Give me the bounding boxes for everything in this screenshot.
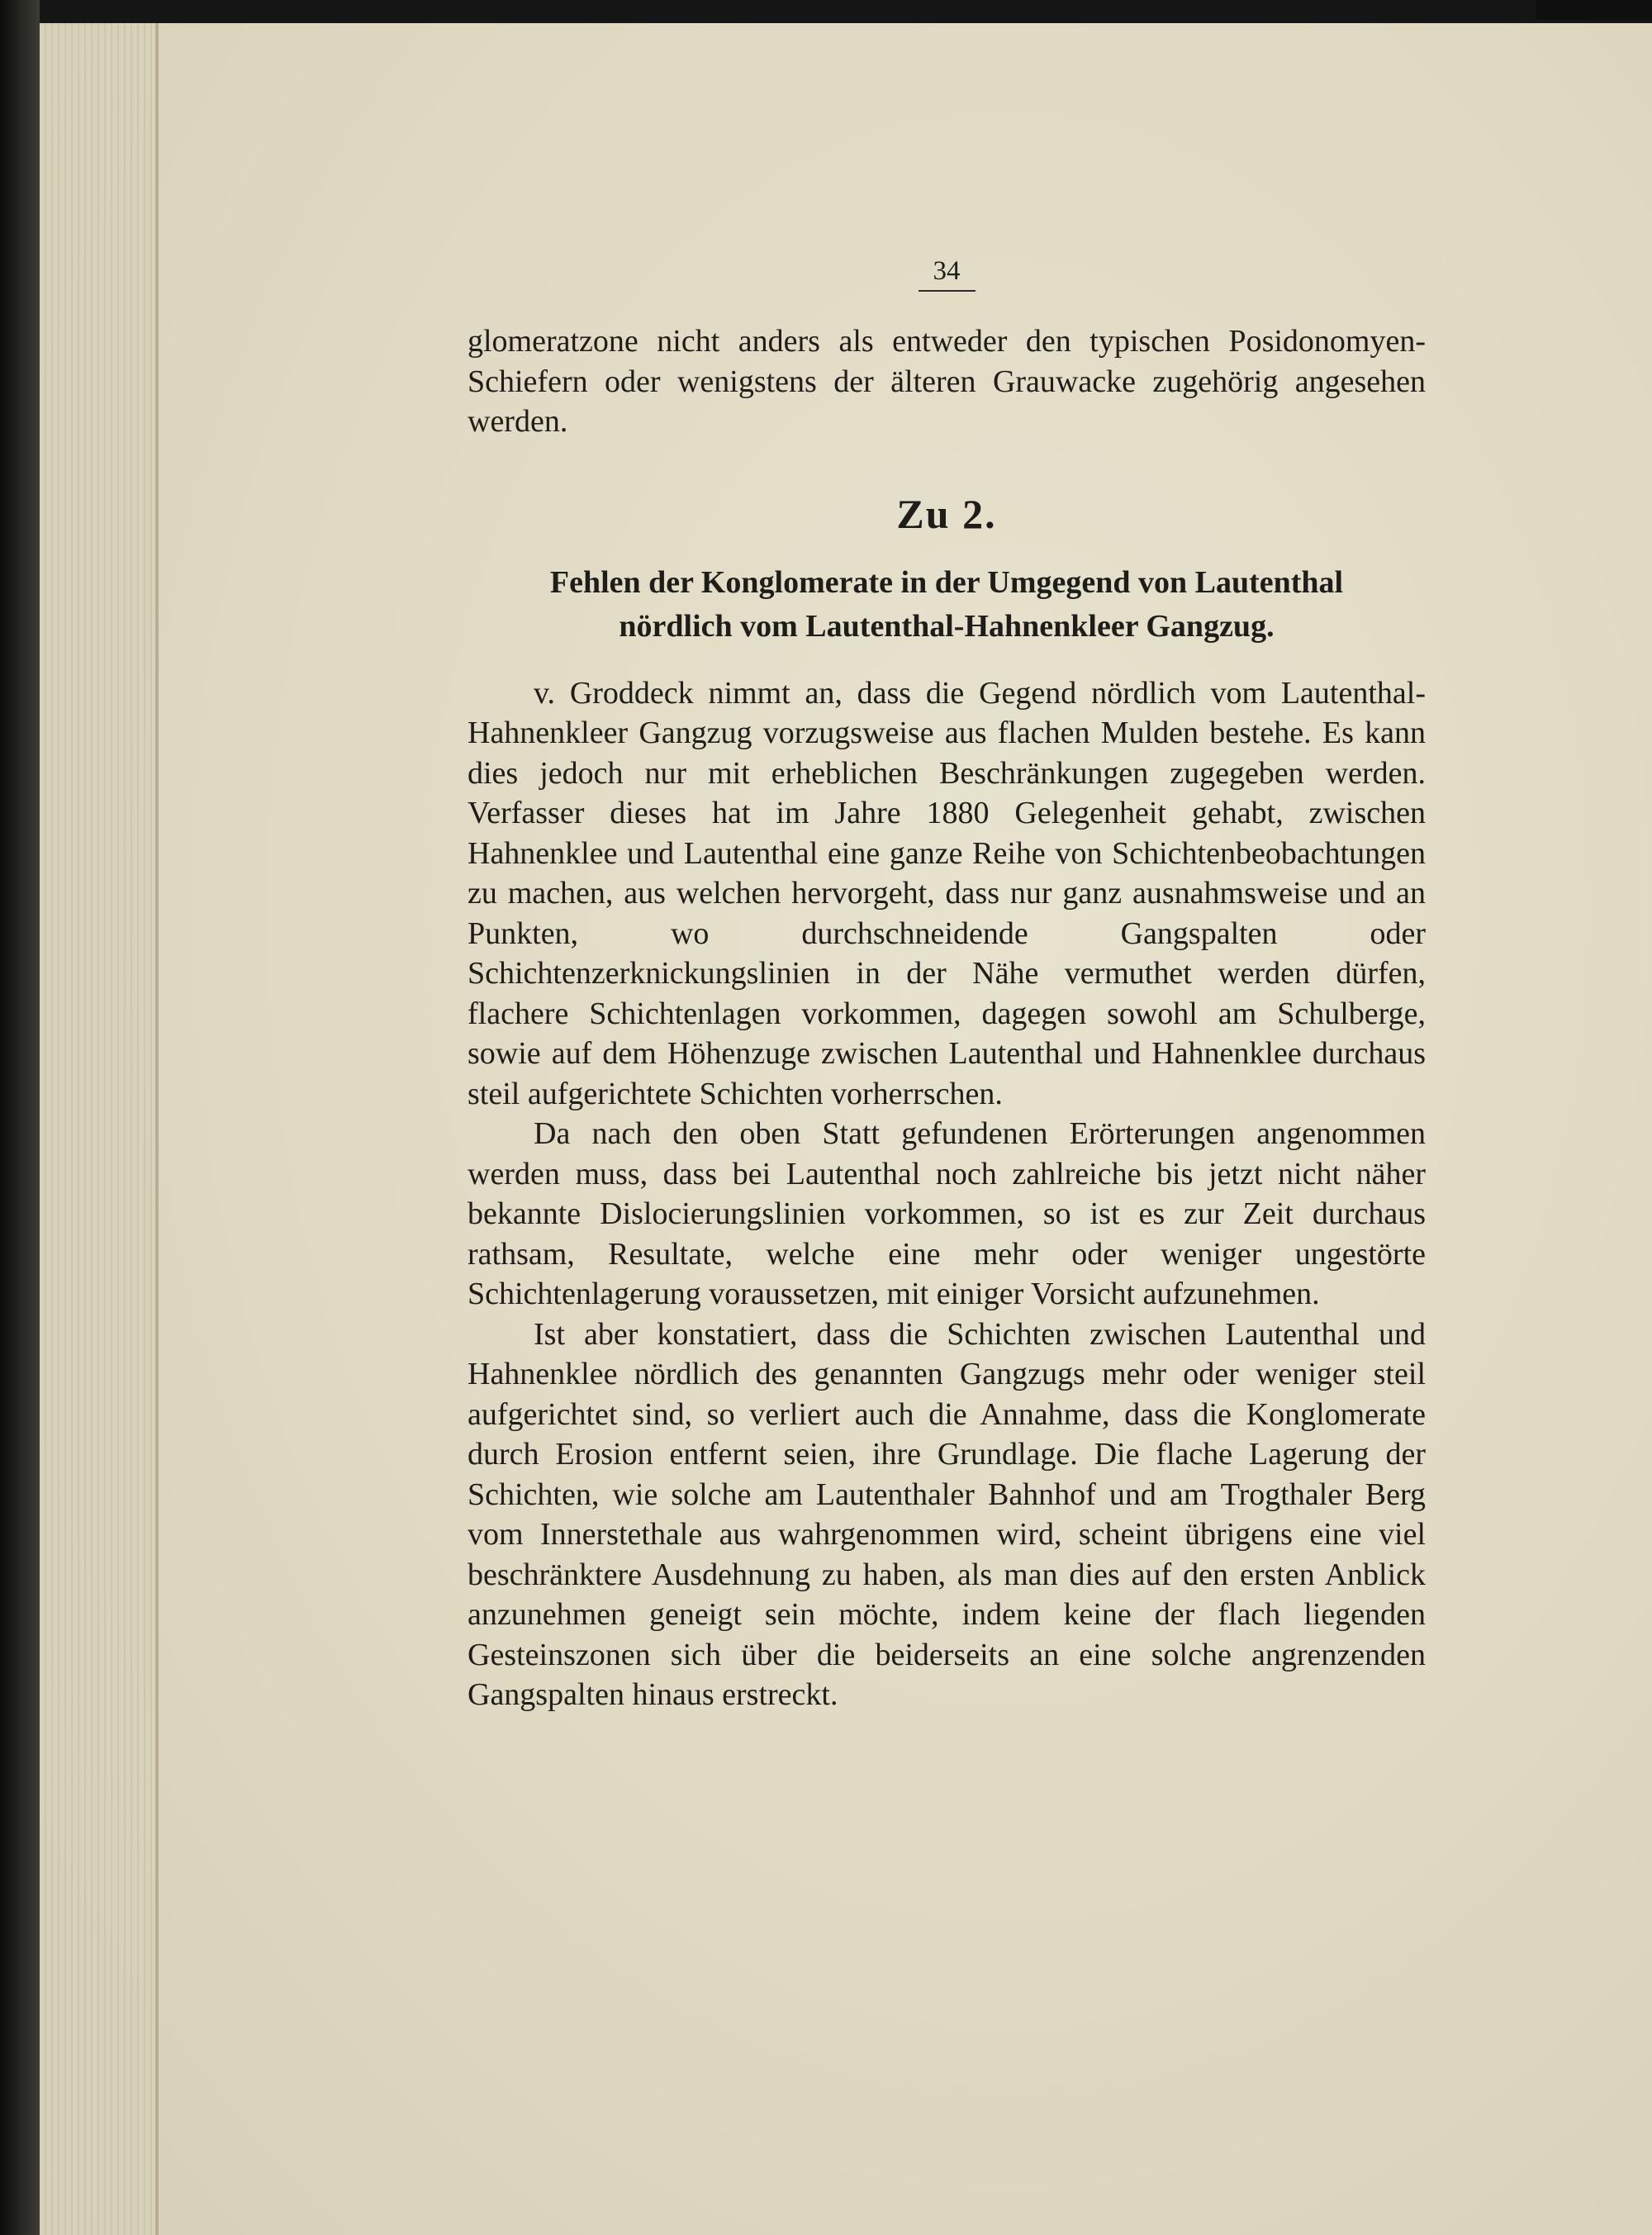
heading-line-2: nördlich vom Lautenthal-Hahnenkleer Gangzug. [619, 608, 1275, 644]
heading-line-1: Fehlen der Konglomerate in der Umgegend von Lautenthal [549, 564, 1344, 600]
page-number-text: 34 [919, 256, 976, 292]
section-heading [468, 561, 1426, 649]
page-content [468, 256, 1426, 1715]
paragraph-3: Ist aber konstatiert, dass die Schichten zwischen Lautenthal und Hahnenklee nördlich des genannten Gangzugs mehr oder weniger steil aufgerichtet sind, so verliert auch die Annahme, dass die Konglomerate durch Erosion entfernt seien, ihre Grundlage. Die flache Lagerung der Schichten, wie solche am Lautenthaler Bahnhof und am Trogthaler Berg vom Innerstethale aus wahrgenommen wird, scheint übrigens eine viel beschränktere Ausdehnung zu haben, als man dies auf den ersten Anblick anzunehmen geneigt sein möchte, indem keine der flach liegenden Gesteinszonen sich über die beiderseits an eine solche angrenzenden Gangspalten hinaus erstreckt. [468, 1316, 1426, 1712]
page-edges [40, 23, 155, 2235]
paragraph-2: Da nach den oben Statt gefundenen Erörterungen angenommen werden muss, dass bei Lautenthal noch zahlreiche bis jetzt nicht näher bekannte Dislocierungslinien vorkommen, so ist es zur Zeit durchaus rathsam, Resultate, welche eine mehr oder weniger ungestörte Schichtenlagerung voraussetzen, mit einiger Vorsicht aufzunehmen. [468, 1116, 1426, 1311]
scan-corner [1536, 0, 1652, 20]
page-edge-shadow [155, 23, 159, 2235]
book-binding [0, 0, 40, 2235]
section-mark: Zu 2. [896, 490, 997, 537]
intro-paragraph: glomeratzone nicht anders als entweder den typischen Posidonomyen-Schiefern oder wenigstens der älteren Grauwacke zugehörig angesehen werden. [468, 324, 1426, 439]
page-number [468, 256, 1426, 292]
paragraph-1: v. Groddeck nimmt an, dass die Gegend nördlich vom Lautenthal-Hahnenkleer Gangzug vorzugsweise aus flachen Mulden bestehe. Es kann dies jedoch nur mit erheblichen Beschränkungen zugegeben werden. Verfasser dieses hat im Jahre 1880 Gelegenheit gehabt, zwischen Hahnenklee und Lautenthal eine ganze Reihe von Schichtenbeobachtungen zu machen, aus welchen hervorgeht, dass nur ganz ausnahmsweise und an Punkten, wo durchschneidende Gangspalten oder Schichtenzerknickungslinien in der Nähe vermuthet werden dürfen, flachere Schichtenlagen vorkommen, dagegen sowohl am Schulberge, sowie auf dem Höhenzuge zwischen Lautenthal und Hahnenklee durchaus steil aufgerichtete Schichten vorherrschen. [468, 675, 1426, 1111]
